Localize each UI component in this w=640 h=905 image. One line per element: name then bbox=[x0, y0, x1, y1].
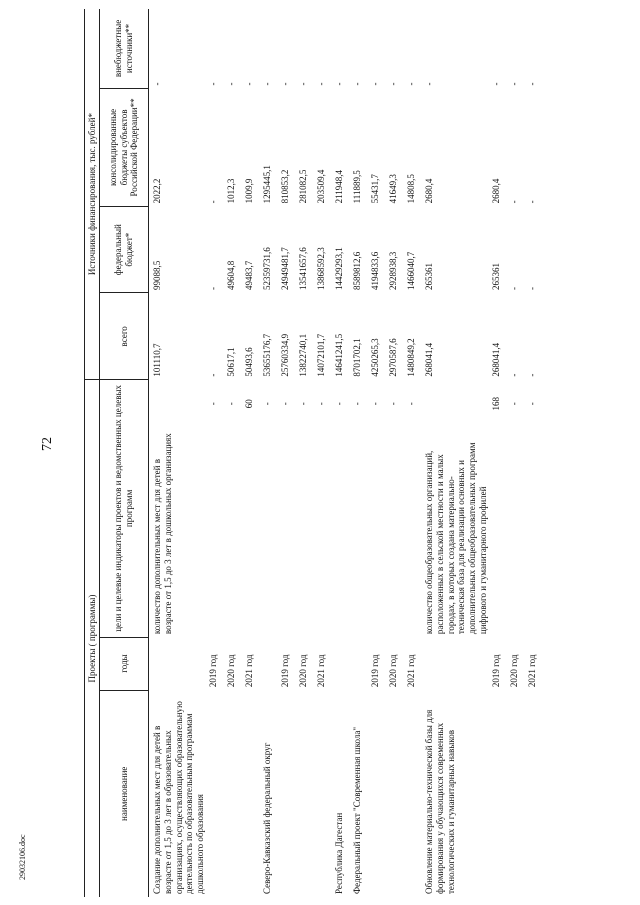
row-goal: количество дополнительных мест для детей в возрасте от 1,5 до 3 лет в дошкольных организациях bbox=[152, 433, 173, 635]
row-name: Республика Дагестан bbox=[333, 812, 344, 894]
row-goal bbox=[526, 428, 544, 637]
row-federal: 265361 bbox=[423, 263, 434, 290]
row-indicator-value bbox=[423, 380, 490, 428]
row-extra: - bbox=[315, 82, 326, 86]
header-total: всего bbox=[100, 293, 149, 380]
row-regional: - bbox=[526, 200, 537, 204]
financing-table bbox=[84, 9, 544, 897]
row-regional: 14808,5 bbox=[405, 174, 416, 204]
row-goal bbox=[387, 428, 405, 637]
row-regional: - bbox=[508, 200, 519, 204]
row-extra: - bbox=[243, 82, 254, 86]
row-federal: 52359731,6 bbox=[261, 247, 272, 290]
row-regional: 810853,2 bbox=[279, 169, 290, 204]
row-year bbox=[351, 637, 369, 690]
row-extra: - bbox=[261, 82, 272, 86]
header-sources: Источники финансирования, тыс. рублей* bbox=[85, 9, 100, 380]
row-total: 13822740,1 bbox=[297, 333, 308, 377]
row-indicator-value: - bbox=[526, 402, 537, 406]
row-federal: - bbox=[207, 287, 218, 290]
row-indicator-value: - bbox=[508, 402, 519, 406]
row-extra: - bbox=[225, 82, 236, 86]
row-year: 2021 год bbox=[526, 654, 537, 688]
row-total: 8701702,1 bbox=[351, 338, 362, 377]
row-extra: - bbox=[508, 82, 519, 86]
row-name bbox=[297, 690, 315, 897]
table-row bbox=[225, 9, 243, 897]
file-tag: 29032106.doc bbox=[18, 834, 27, 880]
row-extra: - bbox=[526, 82, 537, 86]
header-projects: Проекты ( программы) bbox=[85, 380, 100, 897]
row-federal: 265361 bbox=[490, 263, 501, 290]
table-row bbox=[149, 9, 207, 897]
row-name bbox=[405, 690, 423, 897]
row-regional: 203509,4 bbox=[315, 169, 326, 204]
row-regional: 1295445,1 bbox=[261, 165, 272, 204]
row-name: Федеральный проект "Современная школа" bbox=[351, 726, 362, 894]
row-name bbox=[526, 690, 544, 897]
row-total: 1480849,2 bbox=[405, 338, 416, 377]
row-goal bbox=[297, 428, 315, 637]
row-name: Обновление материально-технической базы для формирования у обучающихся современных технологических и гуманитарных навыков bbox=[423, 709, 456, 894]
row-goal bbox=[508, 428, 526, 637]
row-total: 268041,4 bbox=[423, 342, 434, 377]
table-row bbox=[508, 9, 526, 897]
row-regional: 1012,3 bbox=[225, 178, 236, 204]
row-federal: 14429293,1 bbox=[333, 247, 344, 290]
row-extra: - bbox=[152, 82, 162, 86]
row-indicator-value: 168 bbox=[490, 396, 501, 411]
row-goal bbox=[261, 428, 279, 637]
row-indicator-value bbox=[149, 380, 207, 428]
row-regional: 2680,4 bbox=[423, 178, 434, 204]
row-year bbox=[333, 637, 351, 690]
row-year: 2021 год bbox=[315, 654, 326, 688]
row-federal: - bbox=[526, 287, 537, 290]
row-year: 2020 год bbox=[297, 654, 308, 688]
row-indicator-value: - bbox=[405, 402, 416, 406]
row-year bbox=[149, 637, 207, 690]
row-goal: количество общеобразовательных организаций, расположенных в сельской местности и малых городах, в которых создана материально-техническая база для реализации основных и дополнительных общеобразовательных программ цифрового и гуманитарного профилей bbox=[423, 442, 488, 635]
row-federal: 99088,5 bbox=[152, 260, 162, 290]
row-total: 268041,4 bbox=[490, 342, 501, 377]
table-row bbox=[351, 9, 369, 897]
row-federal: 24949481,7 bbox=[279, 247, 290, 290]
row-goal bbox=[333, 428, 351, 637]
row-total: - bbox=[508, 373, 519, 377]
row-name bbox=[225, 690, 243, 897]
row-federal: 1466040,7 bbox=[405, 251, 416, 290]
row-federal: 8589812,6 bbox=[351, 251, 362, 290]
row-total: - bbox=[207, 373, 218, 377]
row-year: 2021 год bbox=[405, 654, 416, 688]
row-federal: 2928938,3 bbox=[387, 251, 398, 290]
row-total: - bbox=[526, 373, 537, 377]
row-extra: - bbox=[279, 82, 290, 86]
row-goal bbox=[243, 428, 261, 637]
table-row bbox=[387, 9, 405, 897]
row-indicator-value: - bbox=[315, 402, 326, 406]
row-year bbox=[423, 637, 490, 690]
row-indicator-value: - bbox=[297, 402, 308, 406]
row-name bbox=[369, 690, 387, 897]
table-row bbox=[490, 9, 508, 897]
row-regional: 281082,5 bbox=[297, 169, 308, 204]
row-name bbox=[490, 690, 508, 897]
table-row bbox=[207, 9, 225, 897]
row-total: 50617,1 bbox=[225, 347, 236, 377]
row-federal: 49483,7 bbox=[243, 260, 254, 290]
row-total: 14072101,7 bbox=[315, 333, 326, 377]
row-goal bbox=[279, 428, 297, 637]
table-row bbox=[279, 9, 297, 897]
row-regional: - bbox=[207, 200, 218, 204]
row-name bbox=[207, 690, 225, 897]
row-extra: - bbox=[369, 82, 380, 86]
table-row bbox=[243, 9, 261, 897]
row-total: 25760334,9 bbox=[279, 333, 290, 377]
row-total: 14641241,5 bbox=[333, 333, 344, 377]
row-goal bbox=[225, 428, 243, 637]
row-extra: - bbox=[207, 82, 218, 86]
row-extra: - bbox=[423, 82, 434, 86]
row-extra: - bbox=[490, 82, 501, 86]
row-year: 2021 год bbox=[243, 654, 254, 688]
table-row bbox=[333, 9, 351, 897]
header-goals: цели и целевые индикаторы проектов и ведомственных целевых программ bbox=[100, 380, 149, 638]
row-total: 4250265,3 bbox=[369, 338, 380, 377]
table-row bbox=[423, 9, 490, 897]
row-regional: 2680,4 bbox=[490, 178, 501, 204]
row-indicator-value: - bbox=[207, 402, 218, 406]
row-year: 2020 год bbox=[387, 654, 398, 688]
table-row bbox=[405, 9, 423, 897]
header-years: годы bbox=[100, 637, 149, 690]
row-name bbox=[387, 690, 405, 897]
row-extra: - bbox=[387, 82, 398, 86]
row-indicator-value: - bbox=[261, 402, 272, 406]
table-row bbox=[526, 9, 544, 897]
row-name bbox=[243, 690, 261, 897]
row-total: 53655176,7 bbox=[261, 333, 272, 377]
table-row bbox=[261, 9, 279, 897]
header-extra: внебюджетные источники** bbox=[100, 9, 149, 88]
row-regional: 111889,5 bbox=[351, 170, 362, 204]
table-row bbox=[297, 9, 315, 897]
row-regional: 211948,4 bbox=[333, 169, 344, 204]
row-extra: - bbox=[297, 82, 308, 86]
header-federal: федеральный бюджет* bbox=[100, 206, 149, 293]
row-year: 2019 год bbox=[279, 654, 290, 688]
row-indicator-value: - bbox=[333, 402, 344, 406]
row-year bbox=[261, 637, 279, 690]
row-year: 2020 год bbox=[225, 654, 236, 688]
row-indicator-value: - bbox=[387, 402, 398, 406]
row-regional: 41649,3 bbox=[387, 174, 398, 204]
row-goal bbox=[369, 428, 387, 637]
row-federal: - bbox=[508, 287, 519, 290]
row-year: 2020 год bbox=[508, 654, 519, 688]
row-goal bbox=[315, 428, 333, 637]
row-extra: - bbox=[333, 82, 344, 86]
row-indicator-value: - bbox=[225, 402, 236, 406]
row-total: 50493,6 bbox=[243, 347, 254, 377]
row-name bbox=[508, 690, 526, 897]
row-regional: 55431,7 bbox=[369, 174, 380, 204]
row-goal bbox=[490, 428, 508, 637]
header-name: наименование bbox=[100, 690, 149, 897]
page-number: 72 bbox=[40, 437, 55, 451]
row-federal: 13541657,6 bbox=[297, 247, 308, 290]
row-goal bbox=[207, 428, 225, 637]
row-federal: 4194833,6 bbox=[369, 251, 380, 290]
row-goal bbox=[405, 428, 423, 637]
row-year: 2019 год bbox=[490, 654, 501, 688]
row-goal bbox=[351, 428, 369, 637]
row-name bbox=[279, 690, 297, 897]
table-row bbox=[315, 9, 333, 897]
row-indicator-value: - bbox=[279, 402, 290, 406]
row-indicator-value: - bbox=[351, 402, 362, 406]
row-extra: - bbox=[351, 82, 362, 86]
row-regional: 1009,9 bbox=[243, 178, 254, 204]
row-year: 2019 год bbox=[369, 654, 380, 688]
table-body bbox=[149, 9, 544, 897]
row-name: Северо-Кавказский федеральный округ bbox=[261, 742, 272, 894]
row-regional: 2022,2 bbox=[152, 178, 162, 204]
row-indicator-value: - bbox=[369, 402, 380, 406]
row-indicator-value: 60 bbox=[243, 399, 254, 409]
row-total: 2970587,6 bbox=[387, 338, 398, 377]
row-federal: 13868592,3 bbox=[315, 247, 326, 290]
row-extra: - bbox=[405, 82, 416, 86]
header-regional: консолидированные бюджеты субъектов Российской Федерации** bbox=[100, 88, 149, 206]
table-row bbox=[369, 9, 387, 897]
row-year: 2019 год bbox=[207, 654, 218, 688]
row-total: 101110,7 bbox=[152, 343, 162, 377]
row-federal: 49604,8 bbox=[225, 260, 236, 290]
rotated-table-container bbox=[84, 9, 604, 897]
row-name: Создание дополнительных мест для детей в возрасте от 1,5 до 3 лет в образовательных организациях, осуществляющих образовательную деятельность по образовательным программам дошкольного образования bbox=[152, 701, 206, 894]
row-name bbox=[315, 690, 333, 897]
